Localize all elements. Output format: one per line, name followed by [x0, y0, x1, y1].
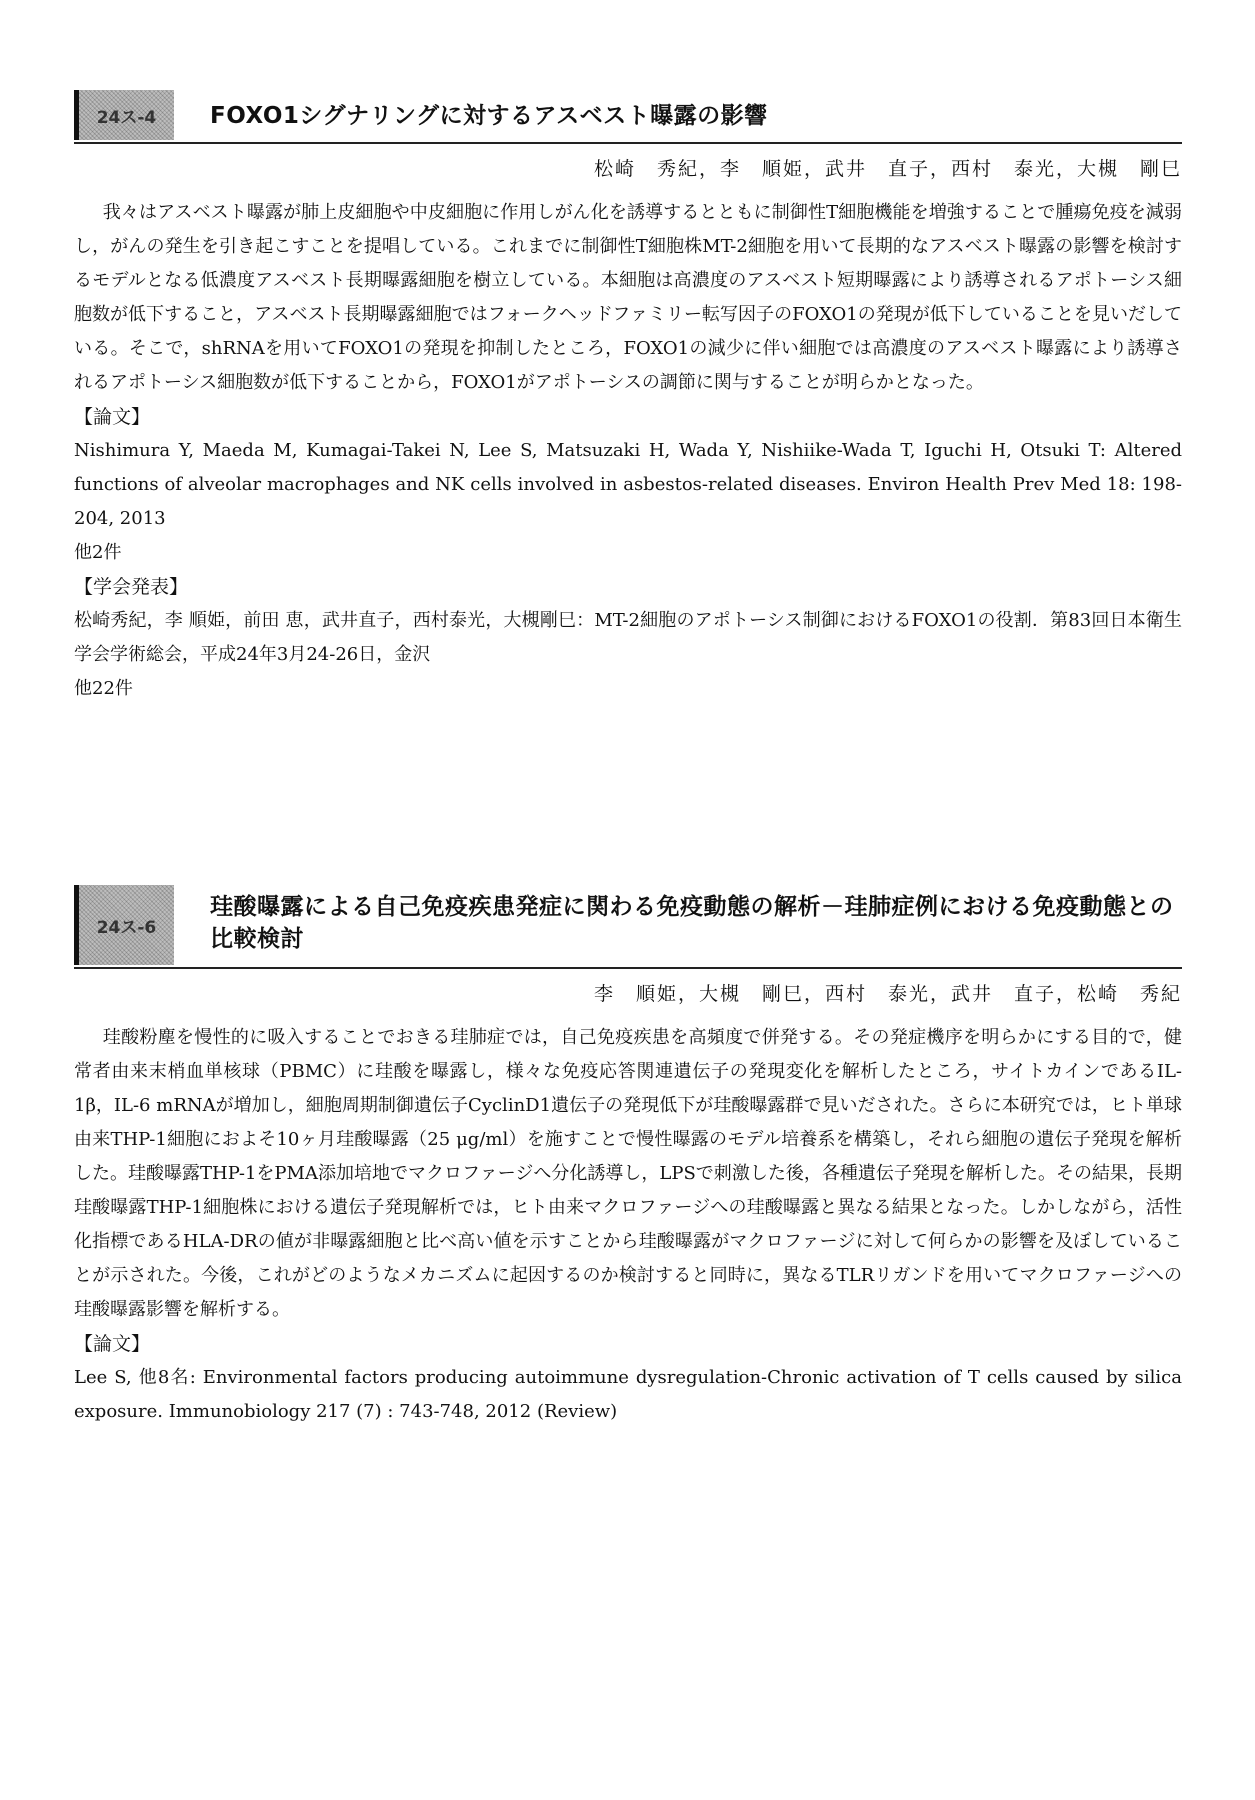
- papers-heading: 【論文】: [74, 406, 151, 428]
- report-section-24su-6: [74, 885, 1182, 1429]
- abstract-text: 我々はアスベスト曝露が肺上皮細胞や中皮細胞に作用しがん化を誘導するとともに制御性T細胞機能を増強することで腫瘍免疫を減弱し，がんの発生を引き起こすことを提唱している。これまでに制御性T細胞株MT-2細胞を用いて長期的なアスベスト曝露の影響を検討するモデルとなる低濃度アスベスト長期曝露細胞を樹立している。本細胞は高濃度のアスベスト短期曝露により誘導されるアポトーシス細胞数が低下すること，アスベスト長期曝露細胞ではフォークヘッドファミリー転写因子のFOXO1の発現が低下していることを見いだしている。そこで，shRNAを用いてFOXO1の発現を抑制したところ，FOXO1の減少に伴い細胞では高濃度のアスベスト曝露により誘導されるアポトーシス細胞数が低下することから，FOXO1がアポトーシスの調節に関与することが明らかとなった。: [74, 202, 1182, 393]
- author-list: 李 順姫，大槻 剛巳，西村 泰光，武井 直子，松崎 秀紀: [593, 983, 1182, 1005]
- presentations-other-count: 他22件: [74, 678, 133, 699]
- abstract-text: 珪酸粉塵を慢性的に吸入することでおきる珪肺症では，自己免疫疾患を高頻度で併発する。その発症機序を明らかにする目的で，健常者由来末梢血単核球（PBMC）に珪酸を曝露し，様々な免疫応答関連遺伝子の発現変化を解析したところ，サイトカインであるIL-1β，IL-6 mRNAが増加し，細胞周期制御遺伝子CyclinD1遺伝子の発現低下が珪酸曝露群で見いだされた。さらに本研究では，ヒト単球由来THP-1細胞におよそ10ヶ月珪酸曝露（25 μg/ml）を施すことで慢性曝露のモデル培養系を構築し，それら細胞の遺伝子発現を解析した。珪酸曝露THP-1をPMA添加培地でマクロファージへ分化誘導し，LPSで刺激した後，各種遺伝子発現を解析した。その結果，長期珪酸曝露THP-1細胞株における遺伝子発現解析では，ヒト由来マクロファージへの珪酸曝露と異なる結果となった。しかしながら，活性化指標であるHLA-DRの値が非曝露細胞と比べ高い値を示すことから珪酸曝露がマクロファージに対して何らかの影響を及ぼしていることが示された。今後，これがどのようなメカニズムに起因するのか検討すると同時に，異なるTLRリガンドを用いてマクロファージへの珪酸曝露影響を解析する。: [74, 1027, 1182, 1320]
- section-header: [74, 885, 1182, 969]
- section-number-badge: 24ス-6: [74, 885, 174, 965]
- report-section-24su-4: [74, 90, 1182, 706]
- papers-heading: 【論文】: [74, 1333, 151, 1355]
- author-list: 松崎 秀紀，李 順姫，武井 直子，西村 泰光，大槻 剛巳: [593, 158, 1182, 180]
- presentation-citation: 松崎秀紀，李 順姫，前田 恵，武井直子，西村泰光，大槻剛巳：MT-2細胞のアポトーシス制御におけるFOXO1の役割．第83回日本衛生学会学術総会，平成24年3月24-26日，金沢: [74, 610, 1182, 665]
- presentations-heading: 【学会発表】: [74, 576, 189, 598]
- section-title: 珪酸曝露による自己免疫疾患発症に関わる免疫動態の解析－珪肺症例における免疫動態との比較検討: [210, 894, 1174, 952]
- paper-citation: Lee S, 他8名: Environmental factors producing autoimmune dysregulation-Chronic activation of T cells caused by silica exposure. Immunobiology 217 (7) : 743-748, 2012 (Review): [74, 1367, 1182, 1422]
- section-title: FOXO1シグナリングに対するアスベスト曝露の影響: [210, 103, 768, 129]
- section-number-badge: 24ス-4: [74, 90, 174, 140]
- papers-other-count: 他2件: [74, 542, 122, 563]
- paper-citation: Nishimura Y, Maeda M, Kumagai-Takei N, Lee S, Matsuzaki H, Wada Y, Nishiike-Wada T, Iguchi H, Otsuki T: Altered functions of alveolar macrophages and NK cells involved in asbestos-related diseases. Environ Health Prev Med 18: 198-204, 2013: [74, 440, 1182, 529]
- section-header: [74, 90, 1182, 144]
